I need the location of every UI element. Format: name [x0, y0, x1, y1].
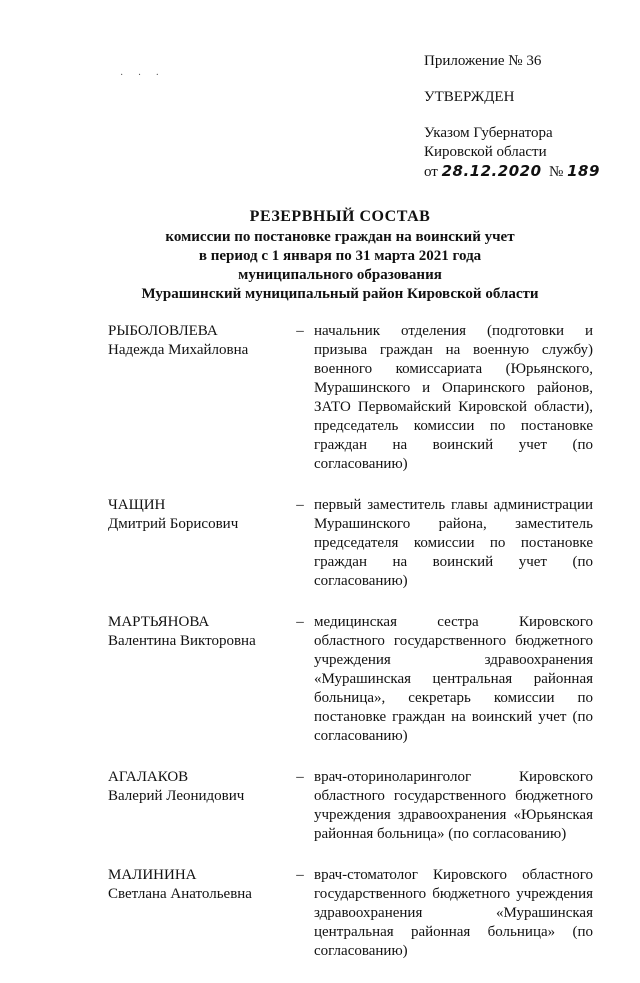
member-surname: МАЛИНИНА [108, 867, 197, 883]
member-role: начальник отделения (подготовки и призыва граждан на военную службу) военного комиссариата (Юрьянского, Мурашинского и Опаринского районов, ЗАТО Первомайский Кировской области), председатель комиссии по постановке граждан на воинский учет (по согласованию) [314, 323, 593, 472]
member-dash: – [296, 323, 304, 339]
member-name [108, 322, 286, 474]
approval-block [424, 52, 600, 182]
document-title [90, 207, 590, 304]
approved-label: УТВЕРЖДЕН [424, 89, 515, 105]
member-name [108, 496, 286, 591]
member-dash: – [296, 497, 304, 513]
member-given-name: Валентина Викторовна [108, 633, 256, 649]
member-role: первый заместитель главы администрации Мурашинского района, заместитель председателя комиссии по постановке граждан на воинский учет (по согласованию) [314, 497, 593, 589]
member-surname: РЫБОЛОВЛЕВА [108, 323, 218, 339]
member-surname: МАРТЬЯНОВА [108, 614, 210, 630]
appendix-number: Приложение № 36 [424, 53, 542, 69]
members-list [108, 322, 593, 983]
member-dash: – [296, 867, 304, 883]
member-surname: АГАЛАКОВ [108, 769, 189, 785]
decree-line-2: Кировской области [424, 144, 547, 160]
member-row [108, 322, 593, 474]
member-name [108, 768, 286, 844]
member-given-name: Светлана Анатольевна [108, 886, 252, 902]
date-prefix: от [424, 164, 438, 180]
member-role: врач-оториноларинголог Кировского областного государственного бюджетного учреждения здравоохранения «Юрьянская районная больница» (по согласованию) [314, 769, 593, 842]
member-role: медицинская сестра Кировского областного государственного бюджетного учреждения здравоохранения «Мурашинская центральная районная больница», секретарь комиссии по постановке граждан на воинский учет (по согласованию) [314, 614, 593, 744]
member-role: врач-стоматолог Кировского областного государственного бюджетного учреждения здравоохранения «Мурашинская центральная районная больница» (по согласованию) [314, 867, 593, 959]
member-dash: – [296, 769, 304, 785]
member-row [108, 866, 593, 961]
title-line-2: комиссии по постановке граждан на воинский учет [165, 229, 515, 245]
member-surname: ЧАЩИН [108, 497, 166, 513]
member-given-name: Валерий Леонидович [108, 788, 245, 804]
member-row [108, 496, 593, 591]
title-line-4: муниципального образования [238, 267, 442, 283]
title-main: РЕЗЕРВНЫЙ СОСТАВ [249, 208, 431, 225]
member-dash: – [296, 614, 304, 630]
decree-line-1: Указом Губернатора [424, 125, 553, 141]
member-given-name: Надежда Михайловна [108, 342, 249, 358]
scan-specks: · · · [120, 70, 165, 81]
member-name [108, 613, 286, 746]
number-prefix: № [549, 164, 564, 180]
handwritten-date: 28.12.2020 [441, 162, 542, 180]
title-line-3: в период с 1 января по 31 марта 2021 года [198, 248, 482, 264]
handwritten-number: 189 [567, 162, 600, 180]
member-row [108, 613, 593, 746]
member-given-name: Дмитрий Борисович [108, 516, 239, 532]
title-line-5: Мурашинский муниципальный район Кировской области [141, 286, 539, 302]
member-row [108, 768, 593, 844]
decree-date-line [424, 162, 600, 182]
member-name [108, 866, 286, 961]
